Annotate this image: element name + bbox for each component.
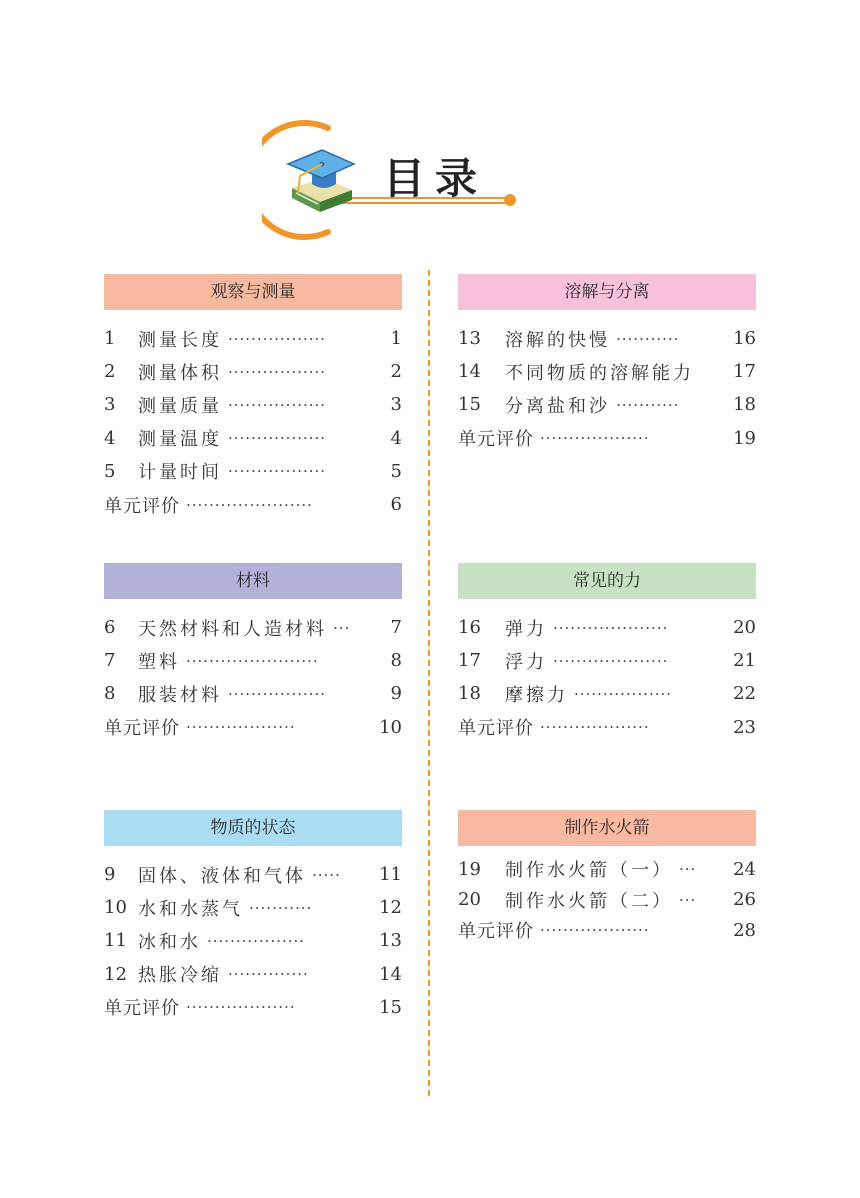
entry-title: 单元评价 [458,718,534,740]
entry-number: 8 [104,683,116,705]
entry-page-number: 8 [390,650,402,672]
toc-entry[interactable] [458,854,756,885]
entry-page-number: 19 [733,427,756,449]
section-header: 物质的状态 [104,810,402,846]
graduation-cap-book-icon [286,136,356,216]
entry-title: 单元评价 [104,718,180,740]
entry-page-number: 4 [390,427,402,449]
entry-number: 10 [104,897,127,919]
entry-number: 1 [104,328,116,350]
leader-dots: ······················ [186,495,313,514]
entry-page-number: 21 [733,650,756,672]
toc-entry[interactable] [458,677,756,710]
section-header: 溶解与分离 [458,274,756,310]
entry-page-number: 26 [733,889,756,911]
toc-list [458,611,756,744]
leader-dots: ··················· [540,429,650,448]
toc-entry[interactable] [458,355,756,388]
entry-title: 塑料 [138,651,180,673]
leader-dots: ·············· [228,965,309,984]
toc-entry-unit-review[interactable] [104,991,402,1024]
toc-entry[interactable] [104,422,402,455]
entry-title: 摩擦力 [505,684,568,706]
entry-page-number: 17 [733,361,756,383]
leader-dots: ················· [228,362,327,381]
entry-title: 热胀冷缩 [138,965,222,987]
entry-title: 测量质量 [138,395,222,417]
unit-materials [104,563,402,744]
entry-title: 固体、液体和气体 [138,865,306,887]
leader-dots: ··· [333,618,351,637]
toc-entry[interactable] [458,388,756,421]
entry-title: 测量长度 [138,329,222,351]
leader-dots: ················· [228,429,327,448]
entry-page-number: 1 [390,328,402,350]
entry-number: 17 [458,650,481,672]
toc-entry[interactable] [104,858,402,891]
entry-title: 弹力 [505,618,547,640]
leader-dots: ··················· [186,998,296,1017]
entry-number: 14 [458,361,481,383]
toc-entry[interactable] [104,958,402,991]
toc-entry[interactable] [458,322,756,355]
entry-title: 冰和水 [138,931,201,953]
leader-dots: ······················· [186,651,319,670]
unit-observe-measure [104,274,402,521]
entry-number: 7 [104,650,116,672]
entry-title: 天然材料和人造材料 [138,618,327,640]
leader-dots: ················· [207,931,306,950]
leader-dots: ··· [679,890,697,909]
section-header: 常见的力 [458,563,756,599]
toc-entry[interactable] [104,355,402,388]
entry-number: 11 [104,930,127,952]
entry-number: 9 [104,864,116,886]
entry-page-number: 6 [390,494,402,516]
leader-dots: ··················· [540,718,650,737]
toc-entry[interactable] [458,644,756,677]
leader-dots: ··················· [186,718,296,737]
entry-page-number: 10 [379,716,402,738]
entry-number: 6 [104,617,116,639]
entry-page-number: 24 [733,858,756,880]
entry-page-number: 11 [379,864,402,886]
toc-entry[interactable] [104,388,402,421]
entry-page-number: 28 [733,919,756,941]
toc-entry-unit-review[interactable] [458,915,756,946]
section-header: 观察与测量 [104,274,402,310]
entry-number: 15 [458,394,481,416]
toc-entry[interactable] [458,885,756,916]
toc-entry-unit-review[interactable] [458,711,756,744]
unit-water-rocket [458,810,756,946]
leader-dots: ··················· [540,921,650,940]
entry-page-number: 3 [390,394,402,416]
leader-dots: ················· [228,462,327,481]
toc-entry[interactable] [104,455,402,488]
entry-page-number: 22 [733,683,756,705]
leader-dots: ················· [574,684,673,703]
unit-common-forces [458,563,756,744]
toc-entry-unit-review[interactable] [104,711,402,744]
leader-dots: ··· [679,860,697,879]
toc-entry[interactable] [104,611,402,644]
entry-title: 分离盐和沙 [505,395,610,417]
toc-entry[interactable] [104,924,402,957]
toc-entry[interactable] [104,891,402,924]
leader-dots: ···················· [553,618,669,637]
entry-page-number: 14 [379,963,402,985]
section-header: 材料 [104,563,402,599]
entry-page-number: 12 [379,897,402,919]
entry-title: 溶解的快慢 [505,329,610,351]
toc-entry-unit-review[interactable] [104,488,402,521]
entry-title: 不同物质的溶解能力 [505,362,694,384]
leader-dots: ················· [228,684,327,703]
entry-page-number: 13 [379,930,402,952]
unit-dissolve-separate [458,274,756,455]
leader-dots: ···················· [553,651,669,670]
entry-page-number: 5 [390,460,402,482]
entry-page-number: 9 [390,683,402,705]
entry-number: 4 [104,427,116,449]
entry-number: 5 [104,460,116,482]
entry-title: 制作水火箭（一） [505,860,673,882]
toc-list [104,322,402,521]
toc-entry[interactable] [104,677,402,710]
section-header: 制作水火箭 [458,810,756,846]
column-divider [428,270,430,1096]
leader-dots: ····· [312,865,341,884]
unit-states-of-matter [104,810,402,1024]
entry-title: 计量时间 [138,462,222,484]
entry-number: 2 [104,361,116,383]
toc-list [458,322,756,455]
toc-entry[interactable] [104,644,402,677]
toc-list [458,854,756,946]
entry-title: 制作水火箭（二） [505,890,673,912]
title-block [262,120,522,240]
toc-list [104,611,402,744]
entry-title: 浮力 [505,651,547,673]
entry-title: 测量体积 [138,362,222,384]
entry-title: 测量温度 [138,429,222,451]
entry-title: 服装材料 [138,684,222,706]
leader-dots: ··········· [249,898,313,917]
entry-title: 单元评价 [458,429,534,451]
entry-number: 18 [458,683,481,705]
entry-page-number: 18 [733,394,756,416]
entry-number: 12 [104,963,127,985]
toc-list [104,858,402,1024]
toc-entry[interactable] [458,611,756,644]
entry-title: 单元评价 [104,998,180,1020]
entry-number: 13 [458,328,481,350]
entry-page-number: 15 [379,996,402,1018]
entry-page-number: 23 [733,716,756,738]
entry-page-number: 20 [733,617,756,639]
leader-dots: ················· [228,395,327,414]
toc-entry-unit-review[interactable] [458,422,756,455]
leader-dots: ··········· [616,329,680,348]
entry-title: 水和水蒸气 [138,898,243,920]
page-title: 目录 [383,154,488,203]
entry-number: 16 [458,617,481,639]
toc-entry[interactable] [104,322,402,355]
entry-number: 20 [458,889,481,911]
entry-title: 单元评价 [104,495,180,517]
entry-number: 19 [458,858,481,880]
entry-title: 单元评价 [458,921,534,943]
entry-page-number: 16 [733,328,756,350]
leader-dots: ··········· [616,395,680,414]
leader-dots: ················· [228,329,327,348]
entry-page-number: 7 [390,617,402,639]
entry-page-number: 2 [390,361,402,383]
entry-number: 3 [104,394,116,416]
